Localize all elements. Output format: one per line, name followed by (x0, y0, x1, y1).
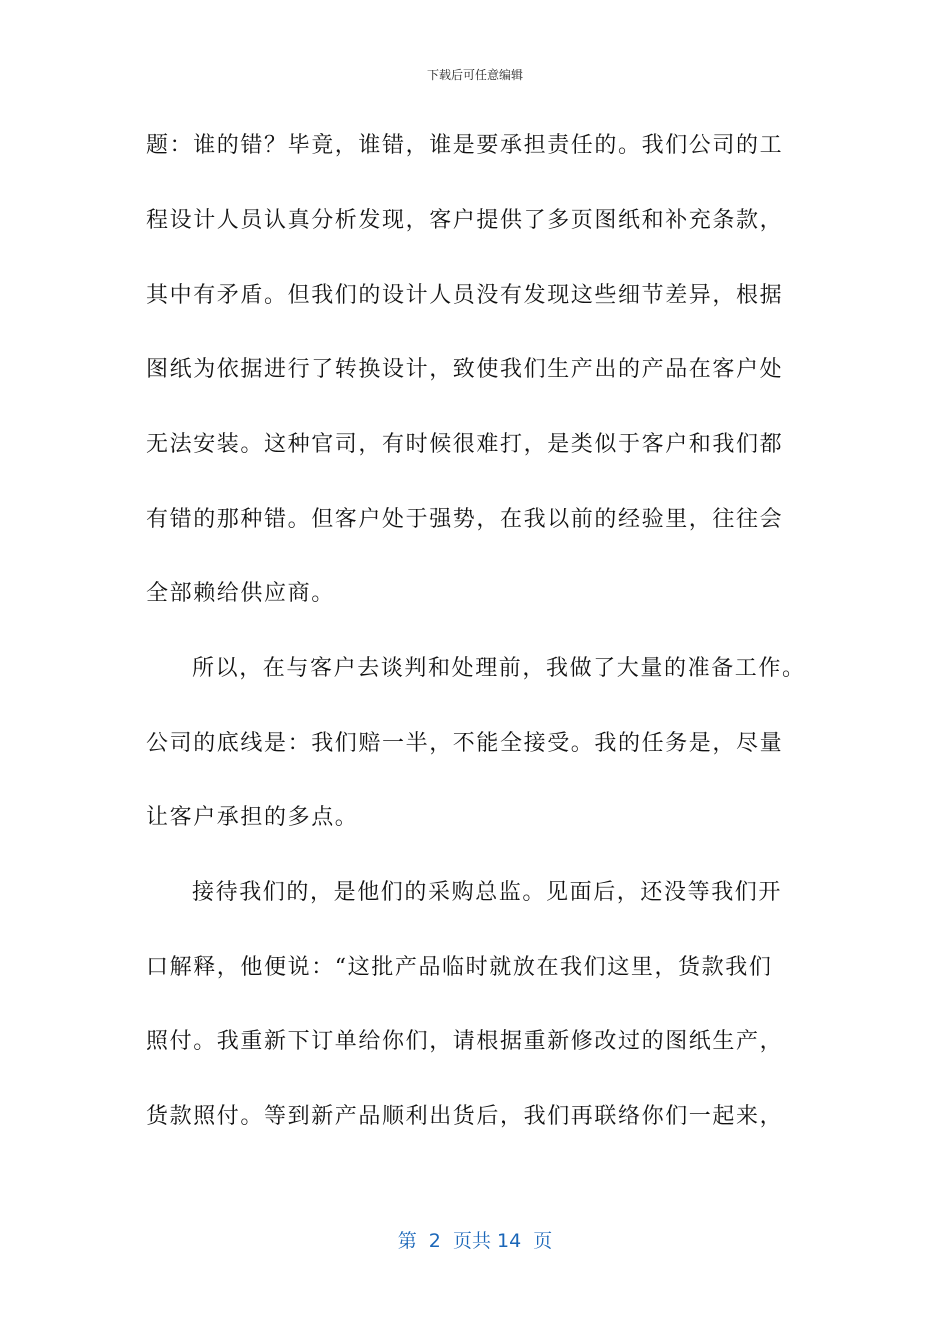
text-line: 所以，在与客户去谈判和处理前，我做了大量的准备工作。 (192, 656, 806, 681)
text-line: 其中有矛盾。但我们的设计人员没有发现这些细节差异，根据 (146, 283, 784, 308)
page-number: 第 2 页共 14 页 (397, 1230, 553, 1252)
text-line: 口解释，他便说：“这批产品临时就放在我们这里，货款我们 (146, 955, 773, 980)
text-line: 接待我们的，是他们的采购总监。见面后，还没等我们开 (192, 880, 783, 905)
text-line: 题：谁的错？毕竟，谁错，谁是要承担责任的。我们公司的工 (146, 133, 784, 158)
header-note: 下载后可任意编辑 (426, 68, 523, 82)
text-line: 有错的那种错。但客户处于强势，在我以前的经验里，往往会 (146, 507, 784, 532)
text-line: 照付。我重新下订单给你们，请根据重新修改过的图纸生产， (146, 1029, 784, 1054)
text-line: 公司的底线是：我们赔一半，不能全接受。我的任务是，尽量 (146, 731, 784, 756)
text-line: 全部赖给供应商。 (146, 581, 335, 606)
text-line: 货款照付。等到新产品顺利出货后，我们再联络你们一起来， (146, 1104, 784, 1129)
text-line: 图纸为依据进行了转换设计，致使我们生产出的产品在客户处 (146, 357, 784, 382)
text-line: 无法安装。这种官司，有时候很难打，是类似于客户和我们都 (146, 432, 784, 457)
text-line: 程设计人员认真分析发现，客户提供了多页图纸和补充条款， (146, 208, 784, 233)
text-line: 让客户承担的多点。 (146, 805, 359, 830)
